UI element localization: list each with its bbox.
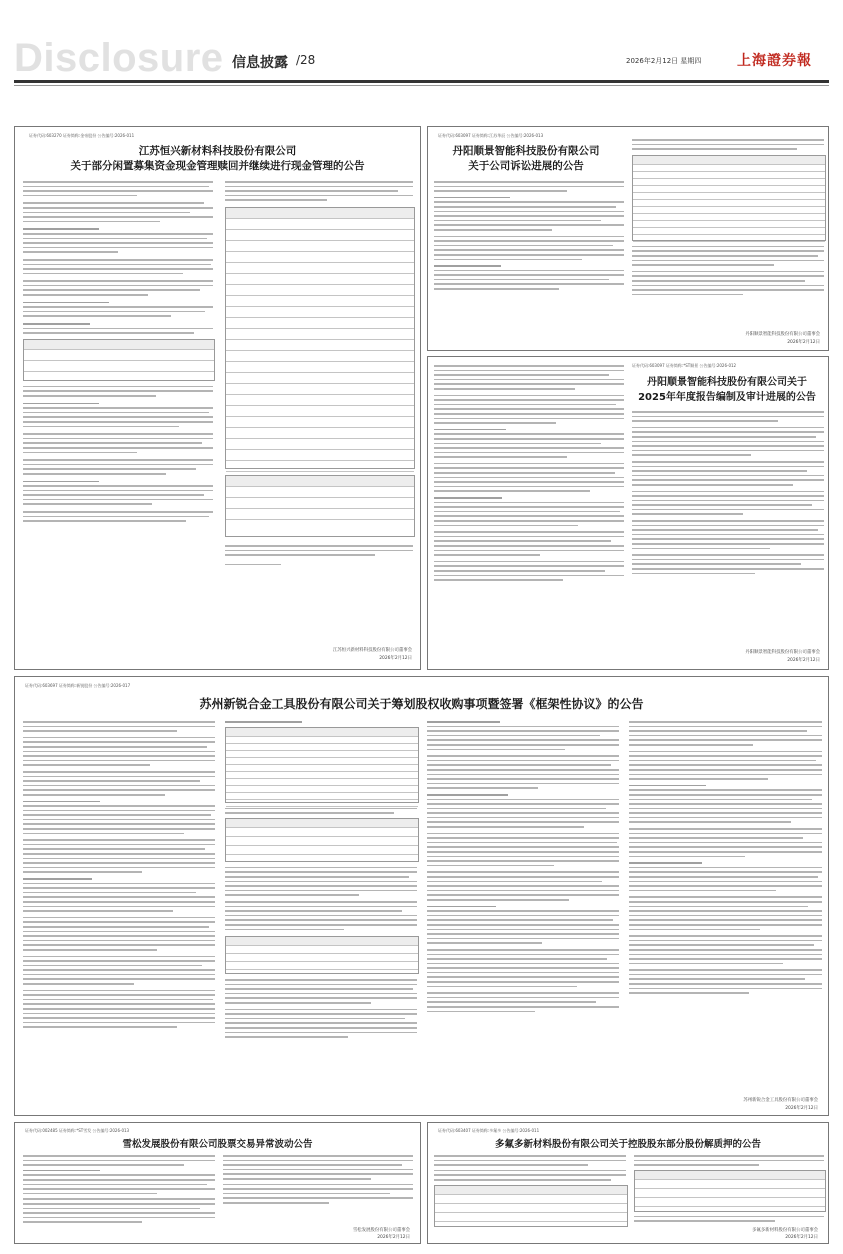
masthead-rule: [14, 80, 829, 83]
text-column-left: [23, 177, 213, 663]
signature: 多氟多新材料股份有限公司董事会: [752, 1228, 818, 1233]
sign-date: 2026年2月12日: [787, 658, 820, 663]
text-column-right: [634, 1153, 824, 1223]
announcement-title: 江苏恒兴新材料科技股份有限公司: [138, 145, 297, 157]
announcement-meta: 证券代码:603097 证券简称:江苏华辰 公告编号:2026-013: [438, 133, 544, 138]
text-column-right: [223, 1153, 413, 1223]
cash-management-table: [225, 207, 415, 469]
announcement-meta: 证券代码:002485 证券简称:*ST雪发 公告编号:2026-013: [25, 1128, 130, 1133]
announcement-panel-4: [14, 676, 829, 1116]
product-table: [23, 339, 215, 381]
announcement-panel-6: [427, 1122, 829, 1244]
announcement-title: 丹阳顺景智能科技股份有限公司: [452, 145, 600, 157]
text-column-left: [434, 179, 624, 349]
shareholder-table: [225, 818, 419, 862]
masthead: [0, 0, 843, 92]
signature: 雪松发展股份有限公司董事会: [352, 1228, 410, 1233]
announcement-title: 丹阳顺景智能科技股份有限公司关于: [647, 377, 807, 388]
announcement-title: 多氟多新材料股份有限公司关于控股股东部分股份解质押的公告: [494, 1139, 761, 1150]
announcement-panel-1: [14, 126, 421, 670]
pledge-status-table: [634, 1170, 826, 1212]
issue-date: 2026年2月12日 星期四: [626, 57, 702, 65]
announcement-subtitle: 关于公司诉讼进展的公告: [468, 160, 584, 172]
announcement-subtitle: 2025年年度报告编制及审计进展的公告: [638, 392, 816, 403]
page-number: /28: [296, 53, 316, 67]
text-column-right: [632, 137, 824, 347]
target-info-table: [225, 727, 419, 803]
text-column-left: [23, 1153, 215, 1241]
text-column-left: [434, 363, 624, 663]
brand-wordmark: Disclosure: [14, 36, 224, 80]
masthead-rule-thin: [14, 85, 829, 86]
announcement-panel-5: [14, 1122, 421, 1244]
announcement-meta: 证券代码:603270 证券简称:金帝股份 公告编号:2026-011: [29, 133, 135, 138]
announcement-subtitle: 关于部分闲置募集资金现金管理赎回并继续进行现金管理的公告: [70, 160, 365, 172]
announcement-panel-2: [427, 126, 829, 351]
announcement-meta: 证券代码:603697 证券简称:新锐股份 公告编号:2026-017: [25, 683, 131, 688]
summary-table: [225, 475, 415, 537]
announcement-meta: 证券代码:603407 证券简称:多氟多 公告编号:2026-011: [438, 1128, 540, 1133]
text-column-2: [225, 719, 417, 1111]
signature: 丹阳顺景智能科技股份有限公司董事会: [745, 332, 820, 337]
sign-date: 2026年2月12日: [785, 1106, 818, 1111]
text-column-1: [23, 719, 215, 1111]
sign-date: 2026年2月12日: [785, 1235, 818, 1240]
financial-table: [225, 936, 419, 974]
signature: 苏州新锐合金工具股份有限公司董事会: [743, 1098, 818, 1103]
announcement-meta: 证券代码:603097 证券简称:*ST顺景 公告编号:2026-012: [632, 363, 737, 368]
section-title: 信息披露: [232, 55, 288, 71]
sign-date: 2026年2月12日: [787, 340, 820, 345]
text-column-3: [427, 719, 619, 1111]
pledge-release-table: [434, 1185, 628, 1227]
text-column-right: [225, 179, 413, 663]
signature: 丹阳顺景智能科技股份有限公司董事会: [745, 650, 820, 655]
announcement-panel-3: [427, 356, 829, 670]
signature: 江苏恒兴新材料科技股份有限公司董事会: [332, 648, 412, 653]
text-column-4: [629, 719, 822, 1111]
sign-date: 2026年2月12日: [377, 1235, 410, 1240]
litigation-table: [632, 155, 826, 241]
text-column-right: [632, 407, 824, 657]
announcement-title: 苏州新锐合金工具股份有限公司关于筹划股权收购事项暨签署《框架性协议》的公告: [199, 697, 644, 711]
sign-date: 2026年2月12日: [379, 656, 412, 661]
announcement-title: 雪松发展股份有限公司股票交易异常波动公告: [122, 1139, 313, 1150]
newspaper-logo: 上海證券報: [737, 53, 812, 69]
text-column-left: [434, 1153, 626, 1241]
